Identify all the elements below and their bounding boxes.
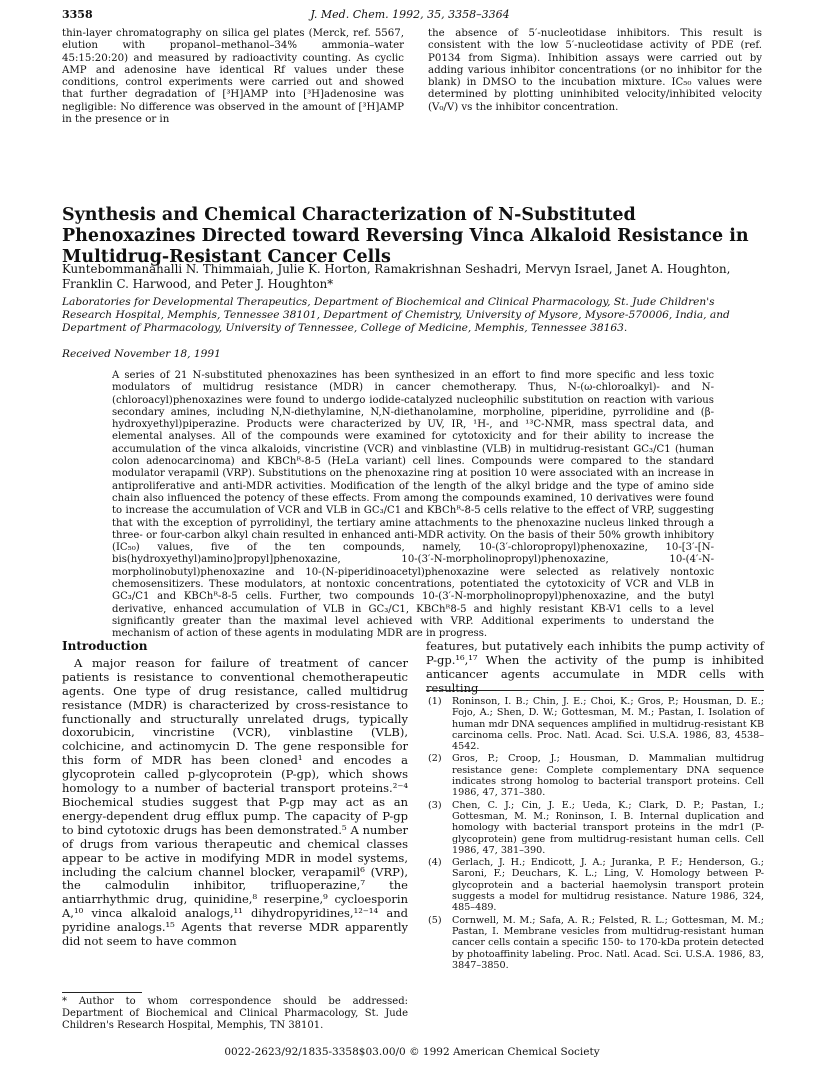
author-list: Kuntebommanahalli N. Thimmaiah, Julie K. Horton, Ramakrishnan Seshadri, Mervyn Israel, Janet A. Houghton, Franklin C. Harwood, and Peter J. Houghton*	[62, 262, 731, 291]
reference-item	[428, 915, 764, 971]
reference-text: Cornwell, M. M.; Safa, A. R.; Felsted, R. L.; Gottesman, M. M.; Pastan, I. Membrane vesicles from multidrug-resistant human cancer cells contain a specific 150- to 170-kDa protein detected by photoaffinity labeling. Proc. Natl. Acad. Sci. U.S.A. 1986, 83, 3847–3850.	[452, 914, 764, 971]
reference-text: Roninson, I. B.; Chin, J. E.; Choi, K.; Gros, P.; Housman, D. E.; Fojo, A.; Shen, D. W.; Gottesman, M. M.; Pastan, I. Isolation of human mdr DNA sequences amplified in multidrug-resistant KB carcinoma cells. Proc. Natl. Acad. Sci. U.S.A. 1986, 83, 4538–4542.	[452, 696, 764, 753]
introduction-paragraph-1: A major reason for failure of treatment of cancer patients is resistance to conventional chemotherapeutic agents. One type of drug resistance, called multidrug resistance (MDR) is characterized by cross-resistance to functionally and structurally unrelated drugs, typically doxorubicin, vincristine (VCR), vinblastine (VLB), colchicine, and actinomycin D. The gene responsible for this form of MDR has been cloned¹ and encodes a glycoprotein called p-glycoprotein (P-gp), which shows homology to a number of bacterial transport proteins.²⁻⁴ Biochemical studies suggest that P-gp may act as an energy-dependent drug efflux pump. The capacity of P-gp to bind cytotoxic drugs has been demonstrated.⁵ A number of drugs from various therapeutic and chemical classes appear to be active in modifying MDR in model systems, including the calcium channel blocker, verapamil⁶ (VRP), the calmodulin inhibitor, trifluoperazine,⁷ the antiarrhythmic drug, quinidine,⁸ reserpine,⁹ cycloesporin A,¹⁰ vinca alkaloid analogs,¹¹ dihydropyridines,¹²⁻¹⁴ and pyridine analogs.¹⁵ Agents that reverse MDR apparently did not seem to have common	[62, 655, 408, 949]
copyright-footer: 0022-2623/92/1835-3358$03.00/0 © 1992 American Chemical Society	[224, 1046, 600, 1058]
page-number: 3358	[62, 8, 93, 21]
reference-text: Chen, C. J.; Cin, J. E.; Ueda, K.; Clark, D. P.; Pastan, I.; Gottesman, M. M.; Roninson, I. B. Internal duplication and homology with bacterial transport proteins in the mdr1 (P-glycoprotein) gene from multidrug-resistant human cells. Cell 1986, 47, 381–390.	[452, 799, 764, 856]
top-right-paragraph: the absence of 5′-nucleotidase inhibitors. This result is consistent with the low 5′-nucleotidase activity of PDE (ref. P0134 from Sigma). Inhibition assays were carried out by adding various inhibitor concentrations (or no inhibitor for the blank) in DMSO to the incubation mixture. IC₅₀ values were determined by plotting uninhibited velocity/inhibited velocity (V₀/V) vs the inhibitor concentration.	[428, 28, 762, 113]
reference-number: (5)	[428, 914, 442, 926]
article-title: Synthesis and Chemical Characterization of N-Substituted Phenoxazines Directed toward Reversing Vinca Alkaloid Resistance in Multidrug-Resistant Cancer Cells	[62, 205, 749, 267]
reference-number: (1)	[428, 696, 442, 707]
introduction-heading: Introduction	[62, 639, 148, 653]
introduction-left-column	[62, 640, 408, 949]
introduction-paragraph-2: features, but putatively each inhibits the pump activity of P-gp.¹⁶,¹⁷ When the activity of the pump is inhibited anticancer agents accumulate in MDR cells with resulting	[426, 639, 764, 695]
top-right-column	[428, 28, 762, 114]
running-head: J. Med. Chem. 1992, 35, 3358–3364	[310, 8, 510, 21]
reference-text: Gros, P.; Croop, J.; Housman, D. Mammalian multidrug resistance gene: Complete complementary DNA sequence indicates strong homolog to bacterial transport proteins. Cell 1986, 47, 371–380.	[452, 753, 764, 799]
correspondence-footnote: * Author to whom correspondence should be addressed: Department of Biochemical and Clinical Pharmacology, St. Jude Children's Research Hospital, Memphis, TN 38101.	[62, 996, 408, 1032]
introduction-right-column	[426, 640, 764, 696]
reference-text: Gerlach, J. H.; Endicott, J. A.; Juranka, P. F.; Henderson, G.; Saroni, F.; Deuchars, K. L.; Ling, V. Homology between P-glycoprotein and a bacterial haemolysin transport protein suggests a model for multidrug resistance. Nature 1986, 324, 485–489.	[452, 857, 764, 914]
received-date: Received November 18, 1991	[62, 348, 221, 360]
reference-number: (3)	[428, 799, 442, 811]
reference-item	[428, 696, 764, 752]
reference-item	[428, 753, 764, 798]
reference-list	[428, 696, 764, 972]
top-left-paragraph: thin-layer chromatography on silica gel plates (Merck, ref. 5567, elution with propanol–methanol–34% ammonia–water 45:15:20:20) and measured by radioactivity counting. As cyclic AMP and adenosine have identical Rf values under these conditions, control experiments were carried out and showed that further degradation of [³H]AMP into [³H]adenosine was negligible: No difference was observed in the amount of [³H]AMP in the presence or in	[62, 28, 404, 126]
reference-item	[428, 800, 764, 856]
references-rule	[426, 690, 764, 691]
abstract: A series of 21 N-substituted phenoxazines has been synthesized in an effort to find more specific and less toxic modulators of multidrug resistance (MDR) in cancer chemotherapy. Thus, N-(ω-chloroalkyl)- and N-(chloroacyl)phenoxazines were found to undergo iodide-catalyzed nucleophilic substitution on reaction with various secondary amines, including N,N-diethylamine, N,N-diethanolamine, morpholine, piperidine, pyrrolidine and (β-hydroxyethyl)piperazine. Products were characterized by UV, IR, ¹H-, and ¹³C-NMR, mass spectral data, and elemental analyses. All of the compounds were examined for cytotoxicity and for their ability to increase the accumulation of the vinca alkaloids, vincristine (VCR) and vinblastine (VLB) in multidrug-resistant GC₃/C1 (human colon adenocarcinoma) and KBChᴿ-8-5 (HeLa variant) cell lines. Compounds were compared to the standard modulator verapamil (VRP). Substitutions on the phenoxazine ring at position 10 were associated with an increase in antiproliferative and anti-MDR activities. Modification of the length of the alkyl bridge and the type of amino side chain also influenced the potency of these effects. From among the compounds examined, 10 derivatives were found to increase the accumulation of VCR and VLB in GC₃/C1 and KBChᴿ-8-5 cells relative to the effect of VRP, suggesting that with the exception of pyrrolidinyl, the tertiary amine attachments to the phenoxazine nucleus linked through a three- or four-carbon alkyl chain resulted in enhanced anti-MDR activity. On the basis of their 50% growth inhibitory (IC₅₀) values, five of the ten compounds, namely, 10-(3′-chloropropyl)phenoxazine, 10-[3′-[N-bis(hydroxyethyl)amino]propyl]phenoxazine, 10-(3′-N-morpholinopropyl)phenoxazine, 10-(4′-N-morpholinobutyl)phenoxazine and 10-(N-piperidinoacetyl)phenoxazine were selected as relatively nontoxic chemosensitizers. These modulators, at nontoxic concentrations, potentiated the cytotoxicity of VCR and VLB in GC₃/C1 and KBChᴿ-8-5 cells. Further, two compounds 10-(3′-N-morpholinopropyl)phenoxazine, and the butyl derivative, enhanced accumulation of VLB in GC₃/C1, KBChᴿ8-5 and highly resistant KB-V1 cells to a level significantly greater than the maximal level achieved with VRP. Additional experiments to understand the mechanism of action of these agents in modulating MDR are in progress.	[112, 370, 714, 640]
top-left-column	[62, 28, 404, 126]
reference-number: (2)	[428, 753, 442, 765]
footnote-rule	[62, 992, 142, 993]
reference-number: (4)	[428, 857, 442, 869]
author-affiliation: Laboratories for Developmental Therapeutics, Department of Biochemical and Clinical Pharmacology, St. Jude Children's Research Hospital, Memphis, Tennessee 38101, Department of Chemistry, University of Mysore, Mysore-570006, India, and Department of Pharmacology, University of Tennessee, College of Medicine, Memphis, Tennessee 38163.	[62, 296, 730, 334]
reference-item	[428, 857, 764, 913]
